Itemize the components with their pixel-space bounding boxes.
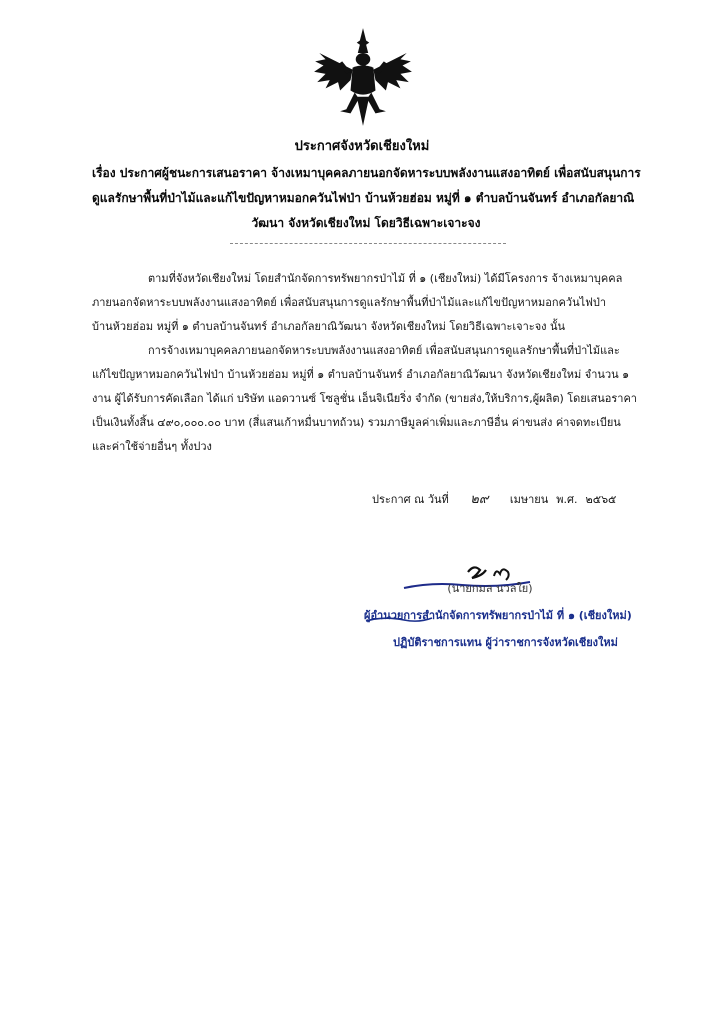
date-day: ๒๙ [470, 492, 489, 507]
document-body [92, 267, 652, 459]
acting-on-behalf-stamp: ปฏิบัติราชการแทน ผู้ว่าราชการจังหวัดเชียงใหม่ [393, 636, 618, 649]
date-year-label: พ.ศ. [556, 493, 578, 506]
body-line: แก้ไขปัญหาหมอกควันไฟป่า บ้านห้วยฮ่อม หมู่ที่ ๑ ตำบลบ้านจันทร์ อำเภอกัลยาณิวัฒนา จังหวัดเชียงใหม่ จำนวน ๑ [92, 368, 630, 381]
date-month: เมษายน [509, 493, 549, 506]
signer-name: (นายกมล นวลใย) [447, 582, 533, 595]
body-line: และค่าใช้จ่ายอื่นๆ ทั้งปวง [92, 440, 212, 453]
body-line: ตามที่จังหวัดเชียงใหม่ โดยสำนักจัดการทรัพยากรป่าไม้ ที่ ๑ (เชียงใหม่) ได้มีโครงการ จ้างเหมาบุคคล [148, 272, 623, 285]
body-line: ภายนอกจัดหาระบบพลังงานแสงอาทิตย์ เพื่อสนับสนุนการดูแลรักษาพื้นที่ป่าไม้และแก้ไขปัญหาหมอกควันไฟป่า [92, 296, 607, 309]
body-line: เป็นเงินทั้งสิ้น ๔๙๐,๐๐๐.๐๐ บาท (สี่แสนเก้าหมื่นบาทถ้วน) รวมภาษีมูลค่าเพิ่มและภาษีอื่น ค่าขนส่ง ค่าจดทะเบียน [92, 416, 621, 429]
body-line: การจ้างเหมาบุคคลภายนอกจัดหาระบบพลังงานแสงอาทิตย์ เพื่อสนับสนุนการดูแลรักษาพื้นที่ป่าไม้และ [148, 344, 620, 357]
body-line: งาน ผู้ได้รับการคัดเลือก ได้แก่ บริษัท แอดวานซ์ โซลูชั่น เอ็นจิเนียริ่ง จำกัด (ขายส่ง,ให้บริการ,ผู้ผลิต) โดยเสนอราคา [92, 392, 637, 405]
signer-position-stamp: ผู้อำนวยการสำนักจัดการทรัพยากรป่าไม้ ที่ ๑ (เชียงใหม่) [364, 609, 632, 622]
subject-line: วัฒนา จังหวัดเชียงใหม่ โดยวิธีเฉพาะเจาะจง [251, 216, 481, 230]
date-year: ๒๕๖๕ [585, 493, 617, 506]
announcement-date [372, 490, 616, 510]
subject-line: เรื่อง ประกาศผู้ชนะการเสนอราคา จ้างเหมาบุคคลภายนอกจัดหาระบบพลังงานแสงอาทิตย์ เพื่อสนับสนุนการ [92, 166, 641, 180]
garuda-emblem-icon [311, 26, 415, 130]
document-subject [92, 161, 640, 236]
divider-line [230, 243, 506, 244]
subject-line: ดูแลรักษาพื้นที่ป่าไม้และแก้ไขปัญหาหมอกควันไฟป่า บ้านห้วยฮ่อม หมู่ที่ ๑ ตำบลบ้านจันทร์ อำเภอกัลยาณิ [92, 191, 635, 205]
body-line: บ้านห้วยฮ่อม หมู่ที่ ๑ ตำบลบ้านจันทร์ อำเภอกัลยาณิวัฒนา จังหวัดเชียงใหม่ โดยวิธีเฉพาะเจาะจง นั้น [92, 320, 566, 333]
document-title: ประกาศจังหวัดเชียงใหม่ [294, 139, 430, 154]
date-prefix: ประกาศ ณ วันที่ [372, 493, 449, 506]
